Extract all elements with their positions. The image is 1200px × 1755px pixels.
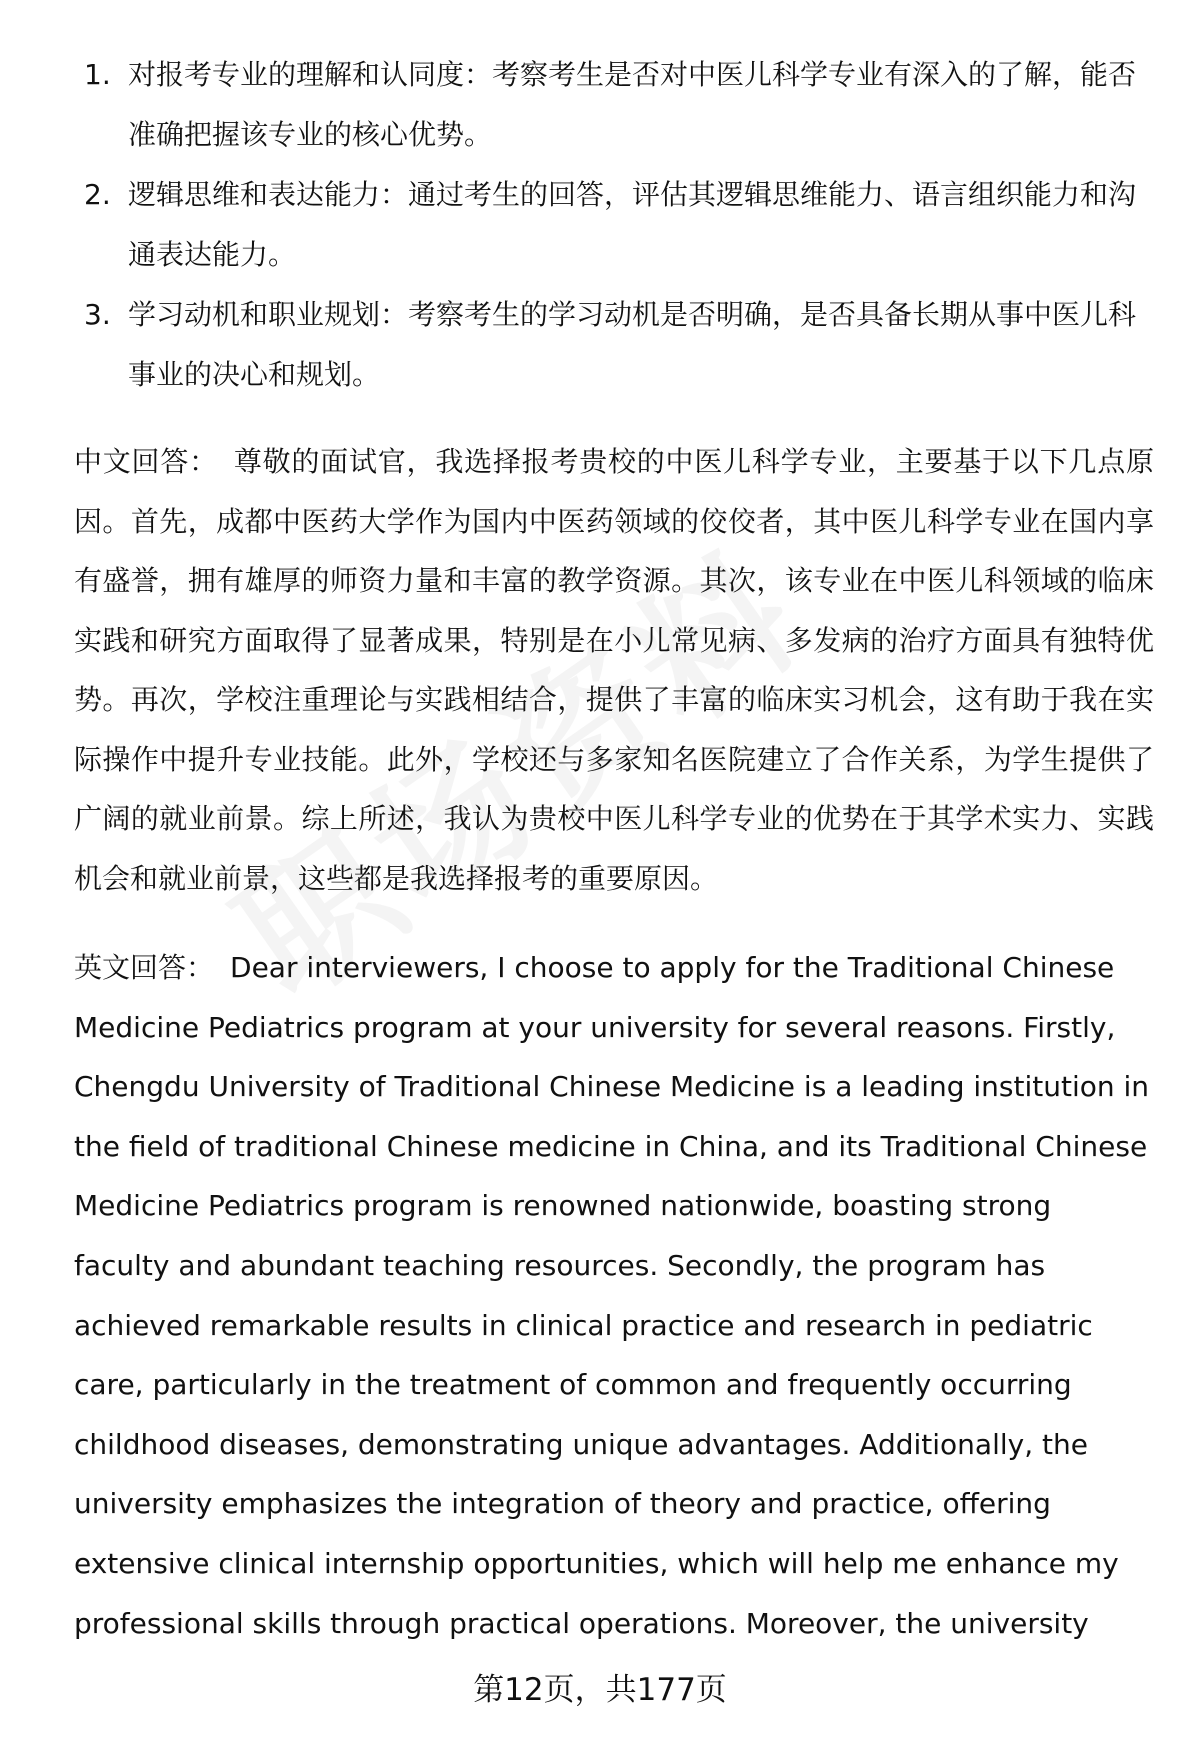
list-item-number: 1.: [84, 58, 111, 91]
list-item-text: 学习动机和职业规划：考察考生的学习动机是否明确，是否具备长期从事中医儿科事业的决心和规划。: [128, 298, 1137, 391]
list-item-text: 逻辑思维和表达能力：通过考生的回答，评估其逻辑思维能力、语言组织能力和沟通表达能力。: [128, 178, 1137, 271]
english-answer-text: Dear interviewers, I choose to apply for the Traditional Chinese Medicine Pediatrics program at your university for several reasons. Firstly, Chengdu University of Traditional Chinese Medicine is a leading institution in the field of traditional Chinese medicine in China, and its Traditional Chinese Medicine Pediatrics program is renowned nationwide, boasting strong faculty and abundant teaching resources. Secondly, the program has achieved remarkable results in clinical practice and research in pediatric care, particularly in the treatment of common and frequently occurring childhood diseases, demonstrating unique advantages. Additionally, the university emphasizes the integration of theory and practice, offering extensive clinical internship opportunities, which will help me enhance my professional skills through practical operations. Moreover, the university: [74, 951, 1150, 1640]
list-item: [84, 45, 1154, 165]
list-item-text: 对报考专业的理解和认同度：考察考生是否对中医儿科学专业有深入的了解，能否准确把握该专业的核心优势。: [128, 58, 1137, 151]
chinese-answer-paragraph: [74, 432, 1154, 908]
chinese-answer-label: 中文回答：: [74, 445, 218, 478]
list-item: [84, 285, 1154, 405]
chinese-answer-text: 尊敬的面试官，我选择报考贵校的中医儿科学专业，主要基于以下几点原因。首先，成都中医药大学作为国内中医药领域的佼佼者，其中医儿科学专业在国内享有盛誉，拥有雄厚的师资力量和丰富的教学资源。其次，该专业在中医儿科领域的临床实践和研究方面取得了显著成果，特别是在小儿常见病、多发病的治疗方面具有独特优势。再次，学校注重理论与实践相结合，提供了丰富的临床实习机会，这有助于我在实际操作中提升专业技能。此外，学校还与多家知名医院建立了合作关系，为学生提供了广阔的就业前景。综上所述，我认为贵校中医儿科学专业的优势在于其学术实力、实践机会和就业前景，这些都是我选择报考的重要原因。: [74, 445, 1154, 895]
list-item-number: 3.: [84, 298, 111, 331]
list-item: [84, 165, 1154, 285]
english-answer-paragraph: [74, 938, 1154, 1653]
list-item-number: 2.: [84, 178, 111, 211]
page-number-footer: 第12页，共177页: [473, 1672, 727, 1708]
evaluation-criteria-list: [84, 45, 1154, 405]
english-answer-label: 英文回答：: [74, 951, 215, 984]
